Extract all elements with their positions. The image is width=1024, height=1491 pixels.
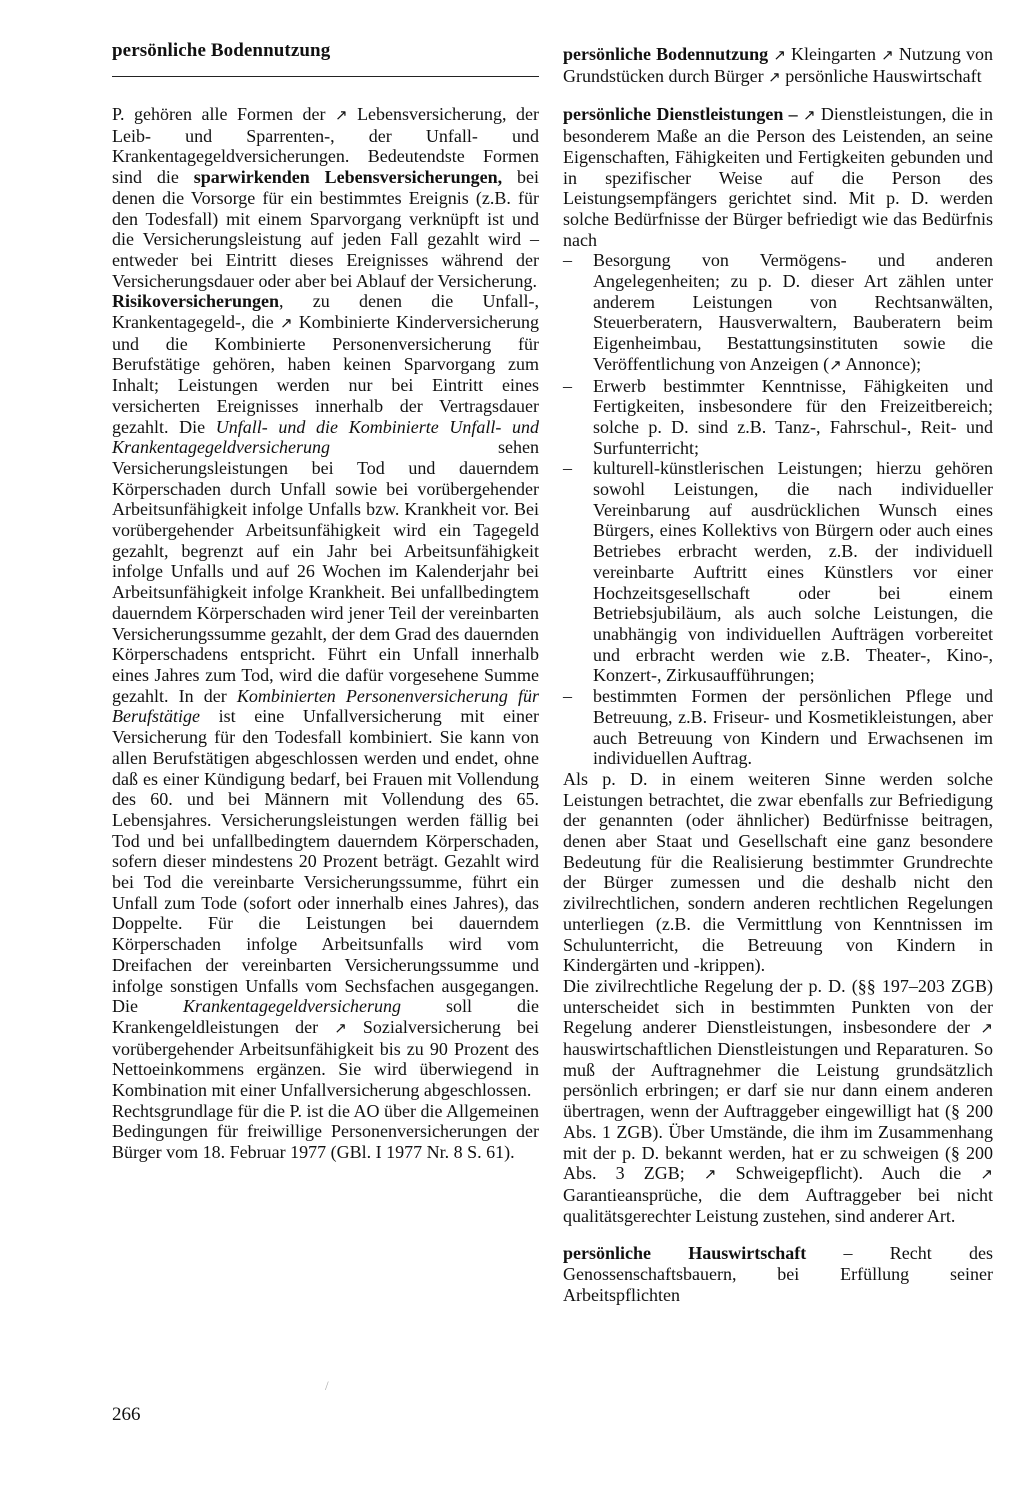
- entry-term: persönliche Dienstleistungen: [563, 104, 784, 125]
- page-number: 266: [112, 1404, 141, 1425]
- text-run: –: [783, 104, 803, 125]
- text-run: persönliche Hauswirtschaft: [780, 65, 982, 86]
- cross-reference-arrow-icon: ↗: [802, 106, 816, 125]
- cross-reference-arrow-icon: ↗: [980, 1165, 993, 1184]
- left-column: [112, 104, 539, 1163]
- cross-reference-arrow-icon: ↗: [980, 1019, 993, 1038]
- paragraph-wider-sense: Als p. D. in einem weiteren Sinne werden solche Leistungen betrachtet, die zwar ebenfalls zur Befriedigung der genannten (oder ähnlicher) Bedürfnisse beitragen, denen aber Staat und Gesellschaft eine ganz besondere Bedeutung für die Realisierung bestimmter Grundrechte der Bürger zumessen und die deshalb nicht den zivilrechtlichen, sondern anderen rechtlichen Regelungen unterliegen (z.B. die Vermittlung von Kenntnissen im Schulunterricht, die Betreuung von Kindern in Kindergärten und -krippen).: [563, 768, 993, 976]
- cross-reference-arrow-icon: ↗: [334, 1018, 347, 1037]
- entry-persoenliche-bodennutzung: [563, 44, 993, 87]
- right-column: [563, 44, 993, 1305]
- cross-reference-arrow-icon: ↗: [703, 1165, 717, 1184]
- scan-speck: /: [325, 1378, 329, 1393]
- text-run: Schweigepflicht). Auch die: [716, 1163, 981, 1184]
- text-run: Besorgung von Vermögens- und anderen Angelegenheiten; zu p. D. dieser Art zählen unter anderem Leistungen von Rechtsanwälten, Steuerberatern, Hausverwaltern, Bauberatern beim Eigenheimbau, Bestattungsinstituten sowie die Veröffentlichung von Anzeigen (: [593, 250, 993, 374]
- bold-term: sparwirkenden Lebensversicherungen,: [193, 167, 503, 188]
- list-item: – Erwerb bestimmter Kenntnisse, Fähigkeiten und Fertigkeiten, insbesondere für den Freizeitbereich; solche p. D. sind z.B. Tanz-, Fahrschul-, Reit- und Surfunterricht;: [593, 376, 993, 459]
- text-run: P. gehören alle Formen der: [112, 104, 335, 124]
- list-item: [593, 250, 993, 375]
- cross-reference-arrow-icon: ↗: [773, 46, 786, 64]
- text-run: Garantieansprüche, die dem Auftraggeber bei nicht qualitätsgerechter Leistung zustehen, sind anderer Art.: [563, 1184, 993, 1226]
- text-run: Dienstleistungen, die in besonderem Maße an die Person des Leistenden, an seine Eigenschaften, Fähigkeiten und Fertigkeiten gebunden und in spezifischer Weise auf die Person des Leistungsempfängers gerichtet sind. Mit p. D. werden solche Bedürfnisse der Bürger befriedigt wie das Bedürfnis nach: [563, 104, 993, 250]
- needs-list: [563, 250, 993, 769]
- text-run: Die zivilrechtliche Regelung der p. D. (§§ 197–203 ZGB) unterscheidet sich in bestimmten Punkten von der Regelung anderer Dienstleistungen, insbesondere der: [563, 975, 993, 1038]
- list-item: – kulturell-künstlerischen Leistungen; hierzu gehören sowohl Leistungen, die nach individueller Vereinbarung auf ausdrücklichen Wunsch eines Bürgers, eines Kollektivs von Bürgern oder auch eines Betriebes erbracht werden, z.B. der individuell vereinbarte Auftritt eines Künstlers vor einer Hochzeitsgesellschaft oder bei einem Betriebsjubiläum, als auch solche Leistungen, die unabhängig von individuellen Aufträgen vorbereitet und erbracht werden wie z.B. Theater-, Kino-, Konzert-, Zirkusaufführungen;: [593, 458, 993, 686]
- entry-term: persönliche Hauswirtschaft: [563, 1243, 807, 1264]
- text-run: Kombinierte Kinderversicherung und die Kombinierte Personenversicherung für Berufstätige gehören, haben keinen Sparvorgang zum Inhalt; Leistungen werden nur bei Eintritt eines versicherten Ereignisses innerhalb der Vertragsdauer gezahlt. Die: [112, 312, 539, 437]
- text-run: – Recht des Genossenschaftsbauern, bei Erfüllung seiner Arbeitspflichten: [563, 1243, 993, 1305]
- entry-term: persönliche Bodennutzung: [563, 44, 769, 64]
- text-run: Sozialversicherung bei vorübergehender Arbeitsunfähigkeit bis zu 90 Prozent des Nettoeinkommens ergänzen. Sie wird überwiegend in Kombination mit einer Unfallversicherung abgeschlossen.: [112, 1016, 539, 1101]
- bold-term: Risikoversicherungen: [112, 291, 280, 312]
- italic-term: Kombinierten Personenversicherung für Berufstätige: [112, 685, 540, 727]
- text-run: soll die Krankengeldleistungen der: [112, 996, 539, 1037]
- italic-term: Krankentagegeldversicherung: [183, 996, 401, 1017]
- cross-reference-arrow-icon: ↗: [334, 106, 348, 124]
- text-run: Kleingarten: [785, 44, 882, 64]
- running-head: persönliche Bodennutzung: [112, 40, 331, 61]
- cross-reference-arrow-icon: ↗: [279, 314, 293, 333]
- paragraph-life-insurance: [112, 104, 539, 291]
- text-run: Annonce);: [841, 353, 922, 374]
- paragraph-legal-basis: Rechtsgrundlage für die P. ist die AO über die Allgemeinen Bedingungen für freiwillige Personenversicherungen der Bürger vom 18. Februar 1977 (GBl. I 1977 Nr. 8 S. 61).: [112, 1100, 539, 1163]
- list-item: – bestimmten Formen der persönlichen Pflege und Betreuung, z.B. Friseur- und Kosmetikleistungen, aber auch Betreuung von Kindern und Erwachsenen im individuellen Auftrag.: [593, 686, 993, 769]
- text-run: sehen Versicherungsleistungen bei Tod und dauerndem Körperschaden durch Unfall sowie bei vorübergehender Arbeitsunfähigkeit infolge Unfalls bzw. Krankheit vor. Bei vorübergehender Arbeitsunfähigkeit wird ein Tagegeld gezahlt, begrenzt auf ein Jahr bei Arbeitsunfähigkeit infolge Unfalls und auf 26 Wochen im Kalenderjahr bei Arbeitsunfähigkeit infolge Krankheit. Bei unfallbedingtem dauerndem Körperschaden wird jener Teil der vereinbarten Versicherungssumme gezahlt, der dem Grad des dauernden Körperschadens entspricht. Führt ein Unfall innerhalb eines Jahres zum Tod, wird die dafür vorgesehene Summe gezahlt. In der: [112, 437, 539, 706]
- text-run: hauswirtschaftlichen Dienstleistungen und Reparaturen. So muß der Auftragnehmer die Leistung grundsätzlich persönlich erbringen; er darf sie nur dann einem anderen übertragen, wenn der Auftraggeber eingewilligt hat (§ 200 Abs. 1 ZGB). Über Umstände, die ihm im Zusammenhang mit der p. D. bekannt werden, hat er zu schweigen (§ 200 Abs. 3 ZGB;: [563, 1039, 993, 1184]
- paragraph-civil-law: [563, 976, 993, 1226]
- italic-term: Unfall- und die Kombinierte Unfall- und Krankentagegeldversicherung: [112, 416, 539, 458]
- text-run: Nutzung von Grundstücken durch Bürger: [563, 44, 993, 86]
- text-run: ist eine Unfallversicherung mit einer Versicherung für den Todesfall kombiniert. Sie kann von allen Berufstätigen abgeschlossen werden und endet, ohne daß es einer Kündigung bedarf, bei Frauen mit Vollendung des 60. und bei Männern mit Vollendung des 65. Lebensjahres. Versicherungsleistungen werden fällig bei Tod und bei unfallbedingtem dauerndem Körperschaden, sofern dieser mindestens 20 Prozent beträgt. Gezahlt wird bei Tod die vereinbarte Versicherungssumme, führt ein Unfall zum Tode (sofort oder innerhalb eines Jahres), das Doppelte. Für die Leistungen bei dauerndem Körperschaden infolge Arbeitsunfalls wird vom Dreifachen der vereinbarten Versicherungssumme und infolge sonstigen Unfalls vom Sechsfachen ausgegangen. Die: [112, 706, 539, 1017]
- cross-reference-arrow-icon: ↗: [829, 355, 842, 374]
- header-rule: [112, 76, 539, 77]
- text-run: bei denen die Vorsorge für ein bestimmtes Ereignis (z.B. für den Todesfall) mit einem Sparvorgang verknüpft ist und die Versicherungsleistung auf jeden Fall gezahlt wird – entweder bei Eintritt dieses Ereignisses während der Versicherungsdauer oder aber bei Ablauf der Versicherung.: [112, 167, 540, 291]
- entry-persoenliche-dienstleistungen: [563, 104, 993, 250]
- cross-reference-arrow-icon: ↗: [881, 46, 894, 64]
- entry-persoenliche-hauswirtschaft: [563, 1243, 993, 1305]
- cross-reference-arrow-icon: ↗: [768, 67, 781, 86]
- paragraph-risk-insurance: [112, 291, 539, 1100]
- text-run: Lebensversicherung, der Leib- und Sparrenten-, der Unfall- und Krankentagegeldversicherungen. Bedeutendste Formen sind die: [112, 104, 539, 188]
- text-run: , zu denen die Unfall-, Krankentagegeld-, die: [112, 291, 539, 333]
